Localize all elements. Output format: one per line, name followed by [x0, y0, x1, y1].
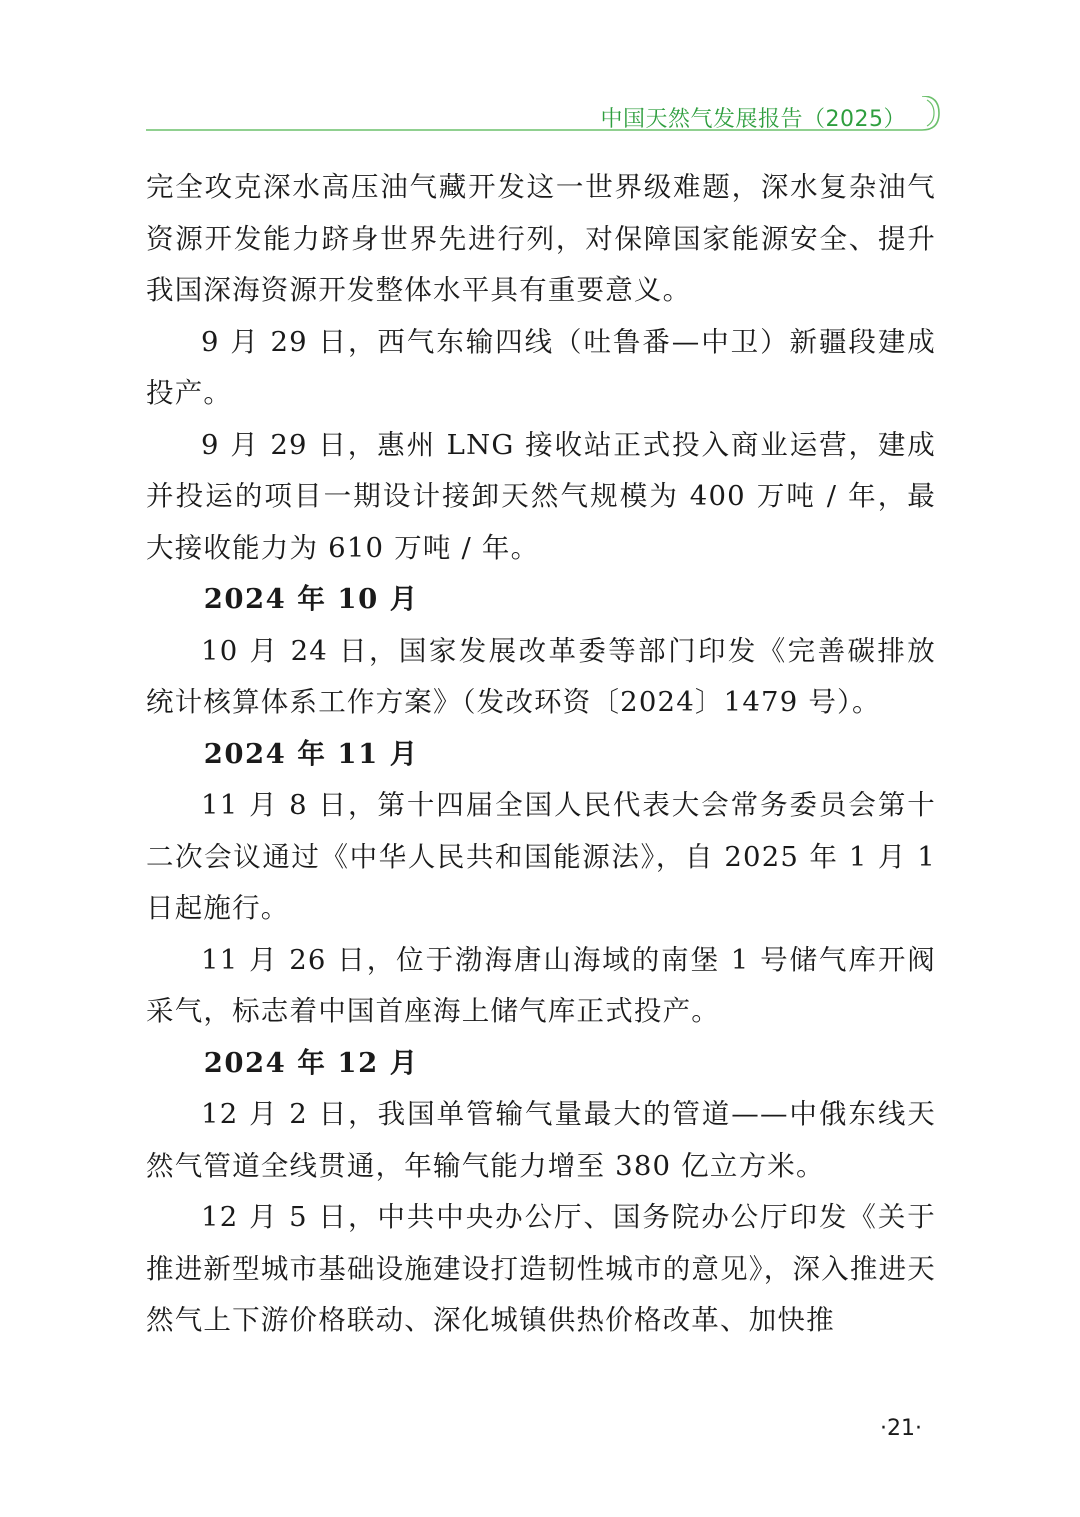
body-paragraph: 10 月 24 日，国家发展改革委等部门印发《完善碳排放统计核算体系工作方案》（发改环资〔2024〕1479 号）。 [146, 634, 936, 718]
body-paragraph: 11 月 8 日，第十四届全国人民代表大会常务委员会第十二次会议通过《中华人民共和国能源法》，自 2025 年 1 月 1 日起施行。 [146, 789, 936, 924]
document-body [146, 162, 936, 1347]
body-paragraph: 9 月 29 日，西气东输四线（吐鲁番—中卫）新疆段建成投产。 [146, 325, 936, 409]
running-header-title: 中国天然气发展报告（2025） [600, 107, 906, 132]
page-number: ·21· [880, 1416, 922, 1441]
body-paragraph: 11 月 26 日，位于渤海唐山海域的南堡 1 号储气库开阀采气，标志着中国首座海上储气库正式投产。 [146, 943, 936, 1027]
month-heading: 2024 年 10 月 [203, 583, 419, 615]
body-paragraph: 12 月 2 日，我国单管输气量最大的管道——中俄东线天然气管道全线贯通，年输气能力增至 380 亿立方米。 [146, 1098, 936, 1182]
body-paragraph: 9 月 29 日，惠州 LNG 接收站正式投入商业运营，建成并投运的项目一期设计接卸天然气规模为 400 万吨 / 年，最大接收能力为 610 万吨 / 年。 [146, 428, 936, 564]
month-heading: 2024 年 12 月 [203, 1046, 419, 1079]
month-heading: 2024 年 11 月 [203, 737, 419, 770]
page-header [146, 96, 942, 136]
body-paragraph: 12 月 5 日，中共中央办公厅、国务院办公厅印发《关于推进新型城市基础设施建设打造韧性城市的意见》，深入推进天然气上下游价格联动、深化城镇供热价格改革、加快推 [146, 1201, 936, 1336]
body-paragraph: 完全攻克深水高压油气藏开发这一世界级难题，深水复杂油气资源开发能力跻身世界先进行列，对保障国家能源安全、提升我国深海资源开发整体水平具有重要意义。 [146, 171, 936, 306]
